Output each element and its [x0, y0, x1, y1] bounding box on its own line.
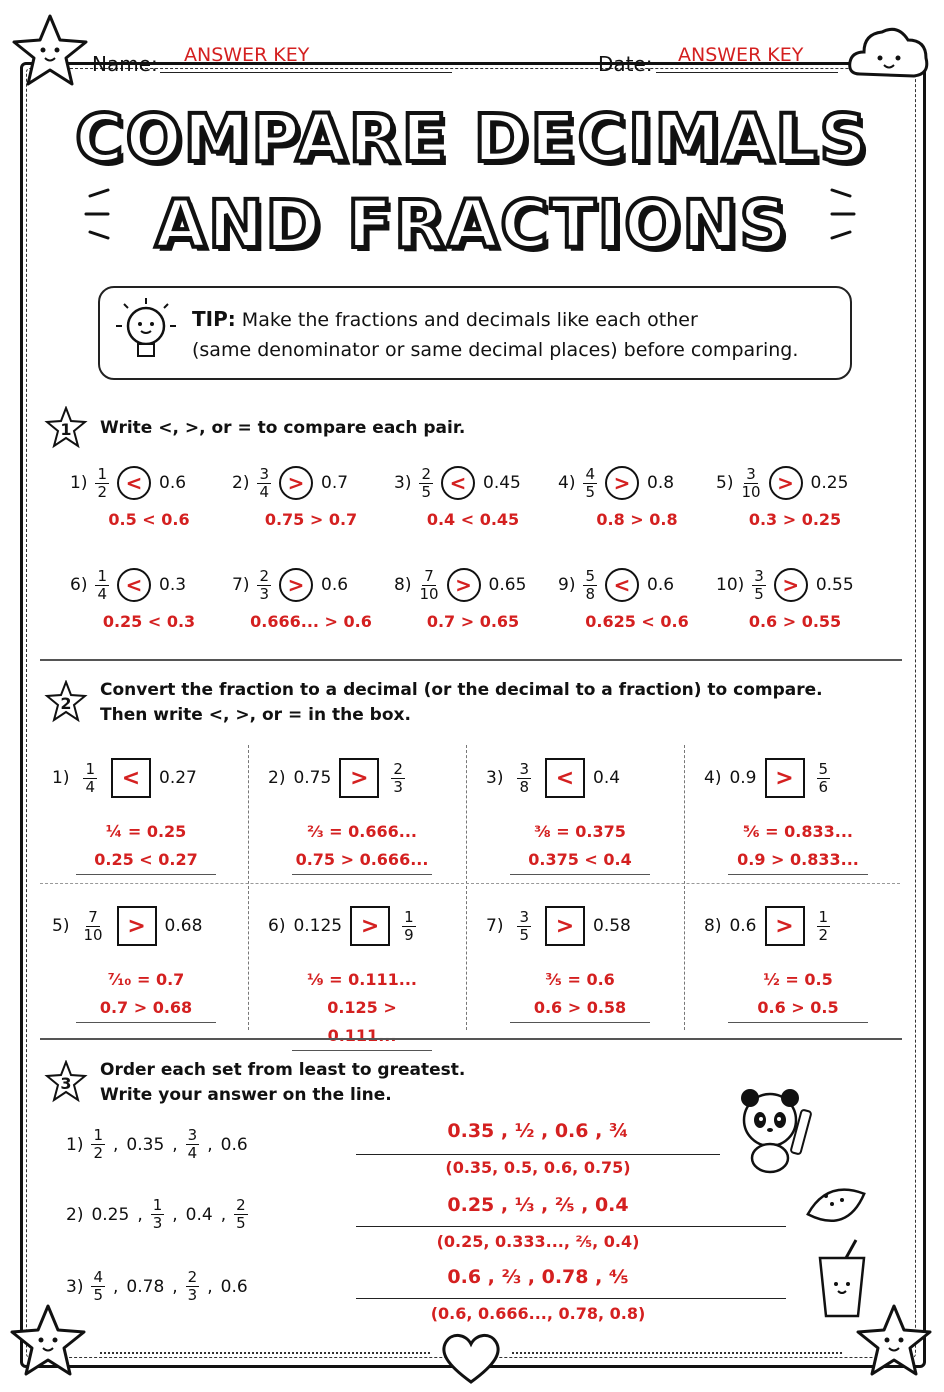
convert-work	[728, 966, 868, 1023]
decimal: 0.45	[483, 473, 521, 493]
convert-step: ⅔ = 0.666...	[307, 822, 417, 841]
cloud-icon	[846, 18, 932, 88]
compare-answer: 0.8 > 0.8	[596, 510, 678, 529]
convert-step: ⅜ = 0.375	[534, 822, 626, 841]
compare-answer: 0.75 > 0.7	[264, 510, 358, 529]
fraction: $\frac{2}{3}$	[187, 1268, 198, 1304]
question-number: 5)	[52, 916, 70, 936]
compare-box[interactable]: >	[765, 758, 805, 798]
fraction: $\frac{3}{4}$	[187, 1126, 198, 1162]
order-answer-3-decimals: (0.6, 0.666..., 0.78, 0.8)	[430, 1304, 646, 1323]
compare-answer: 0.6 > 0.55	[748, 612, 842, 631]
date-label: Date:	[598, 52, 653, 76]
page-title-line2: AND FRACTIONS	[155, 186, 789, 263]
grid-divider	[466, 745, 467, 1030]
bottom-deco-line	[100, 1352, 430, 1354]
fraction: $\frac{1}{9}$	[404, 907, 414, 944]
sparkle-icon	[78, 180, 118, 250]
convert-step: ⁷⁄₁₀ = 0.7	[107, 970, 185, 989]
question-number: 9)	[558, 575, 576, 595]
section-1-instruction: Write <, >, or = to compare each pair.	[100, 418, 466, 438]
compare-box[interactable]: >	[350, 906, 390, 946]
section-divider	[40, 659, 902, 661]
fraction: $\frac{2}{5}$	[421, 464, 431, 501]
compare-circle[interactable]: >	[774, 568, 808, 602]
watermelon-icon	[800, 1170, 872, 1234]
section-3-number: 3	[60, 1074, 72, 1093]
section-1-number: 1	[60, 420, 72, 439]
compare-item	[394, 568, 526, 602]
compare-circle[interactable]: <	[605, 568, 639, 602]
fraction: $\frac{2}{3}$	[259, 566, 269, 603]
decimal: 0.9	[729, 768, 757, 788]
question-number: 4)	[704, 768, 722, 788]
question-number: 1)	[70, 473, 88, 493]
convert-answer: 0.7 > 0.68	[76, 994, 216, 1023]
compare-item	[232, 568, 348, 602]
convert-step: ⅚ = 0.833...	[743, 822, 853, 841]
decimal: 0.6	[220, 1276, 248, 1297]
panda-icon	[728, 1080, 820, 1176]
fraction: $\frac{1}{4}$	[85, 759, 95, 796]
order-answer-1: 0.35 , ½ , 0.6 , ¾	[447, 1120, 629, 1142]
bottom-deco-line	[512, 1352, 842, 1354]
convert-answer: 0.6 > 0.5	[728, 994, 868, 1023]
compare-circle[interactable]: <	[117, 568, 151, 602]
convert-step: ⅑ = 0.111...	[307, 970, 417, 989]
decimal: 0.25	[810, 473, 849, 493]
convert-work	[76, 818, 216, 875]
section-3-instruction-line1: Order each set from least to greatest.	[100, 1060, 466, 1080]
convert-item	[704, 758, 830, 798]
decimal: 0.58	[593, 916, 631, 936]
question-number: 3)	[66, 1276, 84, 1297]
fraction: $\frac{3}{5}$	[754, 566, 764, 603]
fraction: $\frac{2}{3}$	[393, 759, 403, 796]
lightbulb-icon	[110, 292, 182, 372]
order-answer-2: 0.25 , ⅓ , ⅖ , 0.4	[447, 1194, 629, 1216]
order-answer-1-decimals: (0.35, 0.5, 0.6, 0.75)	[445, 1158, 631, 1177]
compare-item	[394, 466, 521, 500]
decimal: 0.6	[647, 575, 675, 595]
fraction: $\frac{4}{5}$	[585, 464, 595, 501]
page-title-line1: COMPARE DECIMALS	[75, 100, 869, 177]
question-number: 6)	[268, 916, 286, 936]
answer-line[interactable]	[356, 1154, 720, 1155]
compare-circle[interactable]: >	[279, 466, 313, 500]
convert-item	[704, 906, 830, 946]
question-number: 3)	[486, 768, 504, 788]
convert-step: ½ = 0.5	[763, 970, 833, 989]
fraction: $\frac{3}{4}$	[259, 464, 269, 501]
decimal: 0.75	[293, 768, 332, 788]
compare-item	[70, 466, 186, 500]
fraction: $\frac{5}{8}$	[585, 566, 595, 603]
fraction: $\frac{1}{4}$	[97, 566, 107, 603]
compare-box[interactable]: <	[111, 758, 151, 798]
order-answer-2-decimals: (0.25, 0.333..., ⅖, 0.4)	[436, 1232, 640, 1251]
question-number: 4)	[558, 473, 576, 493]
convert-step: ³⁄₅ = 0.6	[545, 970, 615, 989]
convert-answer: 0.125 > 0.111...	[292, 994, 432, 1051]
compare-item	[716, 466, 848, 500]
convert-answer: 0.75 > 0.666...	[292, 846, 432, 875]
compare-circle[interactable]: <	[441, 466, 475, 500]
compare-circle[interactable]: <	[117, 466, 151, 500]
convert-item	[486, 906, 631, 946]
question-number: 8)	[394, 575, 412, 595]
order-answer-3: 0.6 , ⅔ , 0.78 , ⅘	[447, 1266, 629, 1288]
convert-answer: 0.9 > 0.833...	[728, 846, 868, 875]
fraction: $\frac{2}{5}$	[236, 1196, 246, 1232]
compare-answer: 0.4 < 0.45	[426, 510, 520, 529]
decimal: 0.3	[159, 575, 187, 595]
fraction: $\frac{1}{2}$	[93, 1126, 103, 1162]
convert-work	[76, 966, 216, 1023]
compare-box[interactable]: <	[545, 758, 585, 798]
answer-line[interactable]	[356, 1226, 786, 1227]
decimal: 0.7	[321, 473, 349, 493]
fraction: $\frac{5}{6}$	[818, 759, 829, 796]
order-question-3: 3) $\frac{4}{5}$ , 0.78 , $\frac{2}{3}$ , 0.6	[66, 1268, 248, 1304]
decimal: 0.25	[91, 1204, 130, 1225]
section-3-badge	[44, 1060, 88, 1104]
question-number: 8)	[704, 916, 722, 936]
compare-answer: 0.25 < 0.3	[102, 612, 196, 631]
convert-answer: 0.6 > 0.58	[510, 994, 650, 1023]
question-number: 7)	[232, 575, 250, 595]
question-number: 1)	[66, 1134, 84, 1155]
convert-item	[52, 906, 202, 946]
question-number: 6)	[70, 575, 88, 595]
decimal: 0.65	[488, 575, 527, 595]
compare-box[interactable]: >	[765, 906, 805, 946]
question-number: 2)	[66, 1204, 84, 1225]
decimal: 0.6	[220, 1134, 248, 1155]
convert-answer: 0.25 < 0.27	[76, 846, 216, 875]
convert-work	[510, 818, 650, 875]
grid-divider	[40, 883, 900, 884]
convert-answer: 0.375 < 0.4	[510, 846, 650, 875]
compare-item	[558, 466, 674, 500]
compare-item	[232, 466, 348, 500]
compare-answer: 0.5 < 0.6	[108, 510, 190, 529]
compare-answer: 0.666... > 0.6	[250, 612, 372, 631]
section-1-badge	[44, 406, 88, 450]
convert-item	[268, 758, 405, 798]
section-3-instruction	[100, 1058, 465, 1108]
decimal: 0.35	[126, 1134, 165, 1155]
decimal: 0.27	[159, 768, 197, 788]
cup-icon	[812, 1236, 872, 1320]
fraction: $\frac{7}{10}$	[83, 907, 103, 944]
decimal: 0.55	[815, 575, 854, 595]
section-2-instruction-line2: Then write <, >, or = in the box.	[100, 705, 411, 725]
question-number: 7)	[486, 916, 504, 936]
order-question-2: 2) 0.25 , $\frac{1}{3}$ , 0.4 , $\frac{2}{5}$	[66, 1196, 246, 1232]
section-3-instruction-line2: Write your answer on the line.	[100, 1085, 392, 1105]
heart-icon	[436, 1328, 506, 1388]
compare-box[interactable]: >	[339, 758, 379, 798]
compare-circle[interactable]: >	[769, 466, 803, 500]
convert-item	[52, 758, 197, 798]
decimal: 0.6	[729, 916, 757, 936]
decimal: 0.78	[126, 1276, 165, 1297]
section-2-instruction-line1: Convert the fraction to a decimal (or the decimal to a fraction) to compare.	[100, 680, 823, 700]
order-question-1: 1) $\frac{1}{2}$ , 0.35 , $\frac{3}{4}$ , 0.6	[66, 1126, 248, 1162]
date-field[interactable]	[656, 44, 838, 73]
grid-divider	[684, 745, 685, 1030]
compare-circle[interactable]: >	[605, 466, 639, 500]
fraction: $\frac{7}{10}$	[419, 566, 439, 603]
question-number: 1)	[52, 768, 70, 788]
compare-answer: 0.625 < 0.6	[585, 612, 689, 631]
fraction: $\frac{1}{2}$	[97, 464, 107, 501]
tip-line2: (same denominator or same decimal places) before comparing.	[192, 339, 799, 361]
decimal: 0.6	[321, 575, 349, 595]
compare-box[interactable]: >	[117, 906, 157, 946]
star-icon	[10, 10, 90, 90]
fraction: $\frac{1}{2}$	[818, 907, 829, 944]
decimal: 0.68	[164, 916, 203, 936]
grid-divider	[248, 745, 249, 1030]
date-value: ANSWER KEY	[678, 44, 804, 66]
decimal: 0.4	[593, 768, 621, 788]
compare-circle[interactable]: >	[447, 568, 481, 602]
compare-circle[interactable]: >	[279, 568, 313, 602]
decimal: 0.8	[647, 473, 675, 493]
convert-work	[510, 966, 650, 1023]
convert-step: ¼ = 0.25	[105, 822, 187, 841]
question-number: 2)	[232, 473, 250, 493]
convert-work	[292, 818, 432, 875]
fraction: $\frac{3}{10}$	[741, 464, 761, 501]
question-number: 3)	[394, 473, 412, 493]
convert-work	[728, 818, 868, 875]
tip-line1: Make the fractions and decimals like each other	[241, 309, 698, 331]
fraction: $\frac{3}{8}$	[519, 759, 529, 796]
tip-text	[192, 304, 798, 365]
compare-box[interactable]: >	[545, 906, 585, 946]
name-field[interactable]	[160, 44, 452, 73]
sparkle-icon	[822, 180, 862, 250]
section-2-number: 2	[60, 694, 72, 713]
question-number: 10)	[716, 575, 745, 595]
decimal: 0.125	[293, 916, 343, 936]
name-value: ANSWER KEY	[184, 44, 310, 66]
convert-item	[268, 906, 416, 946]
decimal: 0.6	[159, 473, 187, 493]
section-2-badge	[44, 680, 88, 724]
fraction: $\frac{1}{3}$	[152, 1196, 163, 1232]
decimal: 0.4	[185, 1204, 213, 1225]
tip-label: TIP:	[192, 307, 236, 331]
star-icon	[8, 1300, 88, 1380]
question-number: 5)	[716, 473, 734, 493]
compare-item	[70, 568, 186, 602]
fraction: $\frac{3}{5}$	[519, 907, 529, 944]
section-2-instruction	[100, 678, 823, 728]
convert-item	[486, 758, 620, 798]
fraction: $\frac{4}{5}$	[93, 1268, 103, 1304]
answer-line[interactable]	[356, 1298, 786, 1299]
compare-item	[558, 568, 674, 602]
compare-item	[716, 568, 854, 602]
name-label: Name:	[92, 52, 158, 76]
question-number: 2)	[268, 768, 286, 788]
compare-answer: 0.3 > 0.25	[748, 510, 842, 529]
compare-answer: 0.7 > 0.65	[426, 612, 520, 631]
section-divider	[40, 1038, 902, 1040]
